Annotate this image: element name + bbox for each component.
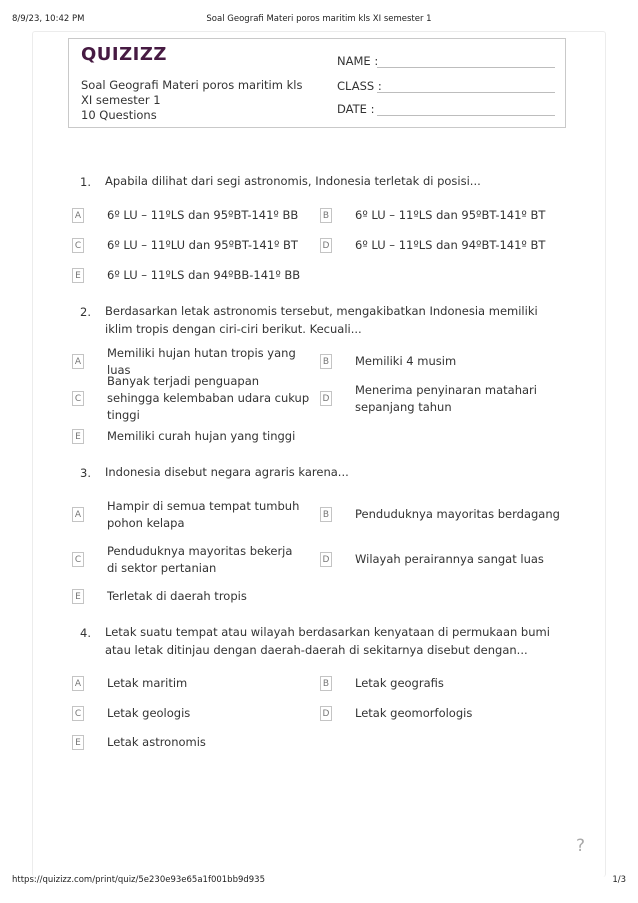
question-text: Indonesia disebut negara agraris karena...: [105, 465, 349, 479]
question-number: 1.: [80, 175, 91, 189]
question-count: 10 Questions: [81, 108, 157, 122]
option-d: D Letak geomorfologis: [320, 706, 332, 721]
print-url: https://quizizz.com/print/quiz/5e230e93e65a1f001bb9d935: [12, 875, 265, 885]
option-d: D Menerima penyinaran matahari sepanjang tahun: [320, 391, 332, 406]
option-c: C 6º LU – 11ºLU dan 95ºBT-141º BT: [72, 238, 84, 253]
page-number: 1/3: [612, 875, 626, 885]
print-footer: [12, 875, 626, 887]
name-field: NAME :: [337, 54, 378, 68]
option-c: C Banyak terjadi penguapan sehingga kelembaban udara cukup tinggi: [72, 391, 84, 406]
question-number: 4.: [80, 626, 91, 640]
date-field: DATE :: [337, 102, 374, 116]
option-b: B Letak geografis: [320, 676, 332, 691]
option-a: A Memiliki hujan hutan tropis yang luas: [72, 354, 84, 369]
option-a: A Letak maritim: [72, 676, 84, 691]
question-text: Letak suatu tempat atau wilayah berdasarkan kenyataan di permukaan bumi atau letak ditinjau dengan daerah-daerah di sekitarnya disebut dengan...: [105, 625, 550, 657]
option-e: E 6º LU – 11ºLS dan 94ºBB-141º BB: [72, 268, 84, 283]
option-c: C Penduduknya mayoritas bekerja di sektor pertanian: [72, 552, 84, 567]
quiz-title: Soal Geografi Materi poros maritim kls XI semester 1: [81, 78, 303, 107]
question-number: 3.: [80, 466, 91, 480]
option-e: E Memiliki curah hujan yang tinggi: [72, 429, 84, 444]
class-field: CLASS :: [337, 79, 382, 93]
question-text: Berdasarkan letak astronomis tersebut, mengakibatkan Indonesia memiliki iklim tropis dengan ciri-ciri berikut. Kecuali...: [105, 304, 538, 336]
option-a: A Hampir di semua tempat tumbuh pohon kelapa: [72, 507, 84, 522]
option-c: C Letak geologis: [72, 706, 84, 721]
print-date: 8/9/23, 10:42 PM: [12, 14, 85, 24]
question-text: Apabila dilihat dari segi astronomis, Indonesia terletak di posisi...: [105, 174, 481, 188]
option-b: B 6º LU – 11ºLS dan 95ºBT-141º BT: [320, 208, 332, 223]
print-header: [12, 14, 626, 26]
question-number: 2.: [80, 305, 91, 319]
option-e: E Terletak di daerah tropis: [72, 589, 84, 604]
option-a: A 6º LU – 11ºLS dan 95ºBT-141º BB: [72, 208, 84, 223]
option-d: D Wilayah perairannya sangat luas: [320, 552, 332, 567]
print-title: Soal Geografi Materi poros maritim kls XI semester 1: [206, 14, 432, 24]
option-d: D 6º LU – 11ºLS dan 94ºBT-141º BT: [320, 238, 332, 253]
option-b: B Memiliki 4 musim: [320, 354, 332, 369]
question-mark-icon[interactable]: ?: [576, 836, 586, 856]
option-e: E Letak astronomis: [72, 735, 84, 750]
option-b: B Penduduknya mayoritas berdagang: [320, 507, 332, 522]
quizizz-logo: QUIZIZZ: [81, 43, 167, 65]
worksheet-header: [68, 38, 566, 128]
